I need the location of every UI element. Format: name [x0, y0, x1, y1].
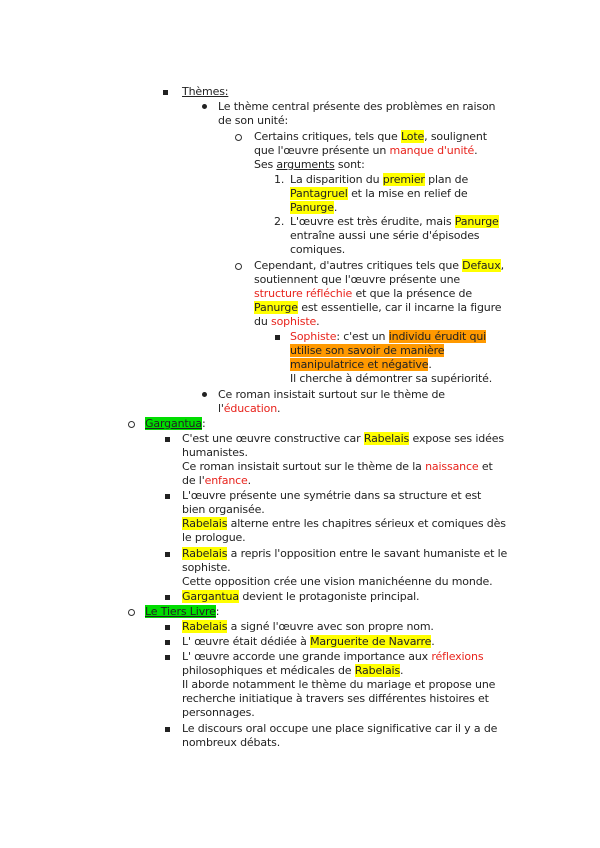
text-line: du sophiste.: [254, 315, 320, 328]
text-line: C'est une œuvre constructive car Rabelais expose ses idées: [182, 432, 504, 445]
text-line: soutiennent que l'œuvre présente une: [254, 273, 461, 286]
text-line: Il cherche à démontrer sa supériorité.: [290, 372, 493, 385]
text-line: Le discours oral occupe une place significative car il y a de: [182, 722, 498, 735]
text-line: personnages.: [182, 706, 255, 719]
themes-heading: Thèmes:: [182, 85, 229, 98]
text-line: le prologue.: [182, 531, 246, 544]
text-line: que l'œuvre présente un manque d'unité.: [254, 144, 478, 157]
square-bullet: [275, 335, 280, 340]
text-line: philosophiques et médicales de Rabelais.: [182, 664, 404, 677]
square-bullet: [165, 552, 170, 557]
text-line: L' œuvre accorde une grande importance aux réflexions: [182, 650, 484, 663]
disc-bullet: [202, 104, 207, 109]
text-line: recherche initiatique à travers ses différentes histoires et: [182, 692, 489, 705]
disc-bullet: [202, 392, 207, 397]
text-line: structure réfléchie et que la présence de: [254, 287, 473, 300]
text-line: Rabelais alterne entre les chapitres sérieux et comiques dès: [182, 517, 506, 530]
text-line: L'œuvre présente une symétrie dans sa structure et est: [182, 489, 482, 502]
text-line: manipulatrice et négative.: [290, 358, 432, 371]
text-line: Ce roman insistait surtout sur le thème de la naissance et: [182, 460, 493, 473]
square-bullet: [165, 655, 170, 660]
text-line: Pantagruel et la mise en relief de: [290, 187, 468, 200]
text-line: bien organisée.: [182, 503, 265, 516]
text-line: L'œuvre est très érudite, mais Panurge: [290, 215, 499, 228]
text-line: Cette opposition crée une vision manichéenne du monde.: [182, 575, 493, 588]
text-line: comiques.: [290, 243, 346, 256]
text-line: Panurge est essentielle, car il incarne la figure: [254, 301, 502, 314]
square-bullet: [165, 437, 170, 442]
text-line: L' œuvre était dédiée à Marguerite de Navarre.: [182, 635, 435, 648]
text-line: Gargantua devient le protagoniste principal.: [182, 590, 420, 603]
text-line: de l'enfance.: [182, 474, 252, 487]
text-line: entraîne aussi une série d'épisodes: [290, 229, 480, 242]
text-line: Certains critiques, tels que Lote, soulignent: [254, 130, 487, 143]
circle-bullet: [128, 421, 135, 428]
text-line: l'éducation.: [218, 402, 281, 415]
square-bullet: [165, 625, 170, 630]
text-line: La disparition du premier plan de: [290, 173, 469, 186]
circle-bullet: [235, 134, 242, 141]
list-number: 2.: [274, 215, 285, 228]
text-line: Le thème central présente des problèmes en raison: [218, 100, 496, 113]
circle-bullet: [235, 263, 242, 270]
gargantua-heading: Gargantua:: [145, 417, 206, 430]
text-line: Rabelais a signé l'œuvre avec son propre nom.: [182, 620, 434, 633]
text-line: Panurge.: [290, 201, 338, 214]
text-line: Sophiste: c'est un individu érudit qui: [290, 330, 487, 343]
circle-bullet: [128, 609, 135, 616]
square-bullet: [165, 640, 170, 645]
text-line: Ce roman insistait surtout sur le thème de: [218, 388, 445, 401]
square-bullet: [163, 90, 168, 95]
text-line: Il aborde notamment le thème du mariage et propose une: [182, 678, 496, 691]
text-line: Cependant, d'autres critiques tels que Defaux,: [254, 259, 504, 272]
list-number: 1.: [274, 173, 285, 186]
tiers-livre-heading: Le Tiers Livre:: [145, 605, 220, 618]
text-line: Ses arguments sont:: [254, 158, 365, 171]
text-line: sophiste.: [182, 561, 231, 574]
text-line: nombreux débats.: [182, 736, 281, 749]
text-line: Rabelais a repris l'opposition entre le savant humaniste et le: [182, 547, 508, 560]
text-line: humanistes.: [182, 446, 248, 459]
square-bullet: [165, 595, 170, 600]
square-bullet: [165, 727, 170, 732]
text-line: de son unité:: [218, 114, 289, 127]
text-line: utilise son savoir de manière: [290, 344, 445, 357]
square-bullet: [165, 494, 170, 499]
